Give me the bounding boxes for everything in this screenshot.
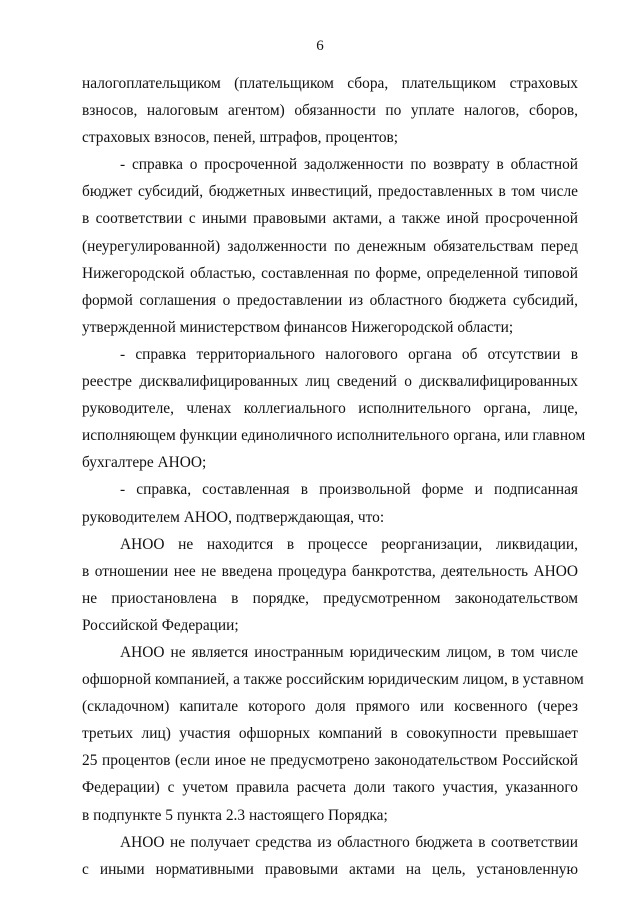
paragraph-line: Российской Федерации; xyxy=(82,616,239,634)
paragraph-line: руководителе, членах коллегиального исполнительного органа, лице, xyxy=(82,400,578,418)
paragraph-line: с иными нормативными правовыми актами на цель, установленную xyxy=(82,860,578,878)
page-number: 6 xyxy=(316,38,324,54)
paragraph-line: третьих лиц) участия офшорных компаний в совокупности превышает xyxy=(82,725,578,743)
paragraph xyxy=(82,70,578,151)
paragraph-line: налогоплательщиком (плательщиком сбора, плательщиком страховых xyxy=(82,75,578,92)
paragraph-line: реестре дисквалифицированных лиц сведений о дисквалифицированных xyxy=(82,373,578,391)
paragraph xyxy=(82,476,578,530)
paragraph xyxy=(82,639,584,829)
paragraph xyxy=(82,829,578,883)
paragraph-line: в соответствии с иными правовыми актами, а также иной просроченной xyxy=(82,210,578,228)
paragraph-line: руководителем АНОО, подтверждающая, что: xyxy=(82,508,385,526)
paragraph-line: офшорной компанией, а также российским юридическим лицом, в уставном xyxy=(82,671,584,689)
paragraph-line: (складочном) капитале которого доля прямого или косвенного (через xyxy=(82,698,578,716)
paragraph-line: - справка территориального налогового органа об отсутствии в xyxy=(120,345,578,363)
paragraph xyxy=(82,151,578,341)
paragraph-line: АНОО не является иностранным юридическим лицом, в том числе xyxy=(120,643,578,661)
paragraph-line: АНОО не находится в процессе реорганизации, ликвидации, xyxy=(120,535,578,553)
paragraph-line: Федерации) с учетом правила расчета доли такого участия, указанного xyxy=(82,779,578,797)
paragraph-line: исполняющем функции единоличного исполнительного органа, или главном xyxy=(82,427,586,445)
paragraph-line: Нижегородской областью, составленная по форме, определенной типовой xyxy=(82,264,578,282)
paragraph xyxy=(82,341,586,476)
paragraph-line: бюджет субсидий, бюджетных инвестиций, предоставленных в том числе xyxy=(82,183,578,201)
paragraph-line: утвержденной министерством финансов Нижегородской области; xyxy=(82,318,514,336)
document-body xyxy=(82,70,586,883)
paragraph-line: взносов, налоговым агентом) обязанности по уплате налогов, сборов, xyxy=(82,102,578,120)
paragraph-line: не приостановлена в порядке, предусмотренном законодательством xyxy=(82,589,578,607)
paragraph-line: бухгалтере АНОО; xyxy=(82,454,207,472)
paragraph-line: 25 процентов (если иное не предусмотрено законодательством Российской xyxy=(82,752,578,770)
paragraph xyxy=(82,531,578,639)
paragraph-line: АНОО не получает средства из областного бюджета в соответствии xyxy=(120,833,578,851)
paragraph-line: формой соглашения о предоставлении из областного бюджета субсидий, xyxy=(82,291,578,309)
paragraph-line: - справка о просроченной задолженности по возврату в областной xyxy=(120,156,578,174)
paragraph-line: страховых взносов, пеней, штрафов, процентов; xyxy=(82,129,399,147)
paragraph-line: в подпункте 5 пункта 2.3 настоящего Порядка; xyxy=(82,806,388,824)
paragraph-line: (неурегулированной) задолженности по денежным обязательствам перед xyxy=(82,237,578,255)
paragraph-line: в отношении нее не введена процедура банкротства, деятельность АНОО xyxy=(82,562,578,580)
paragraph-line: - справка, составленная в произвольной форме и подписанная xyxy=(120,481,578,499)
